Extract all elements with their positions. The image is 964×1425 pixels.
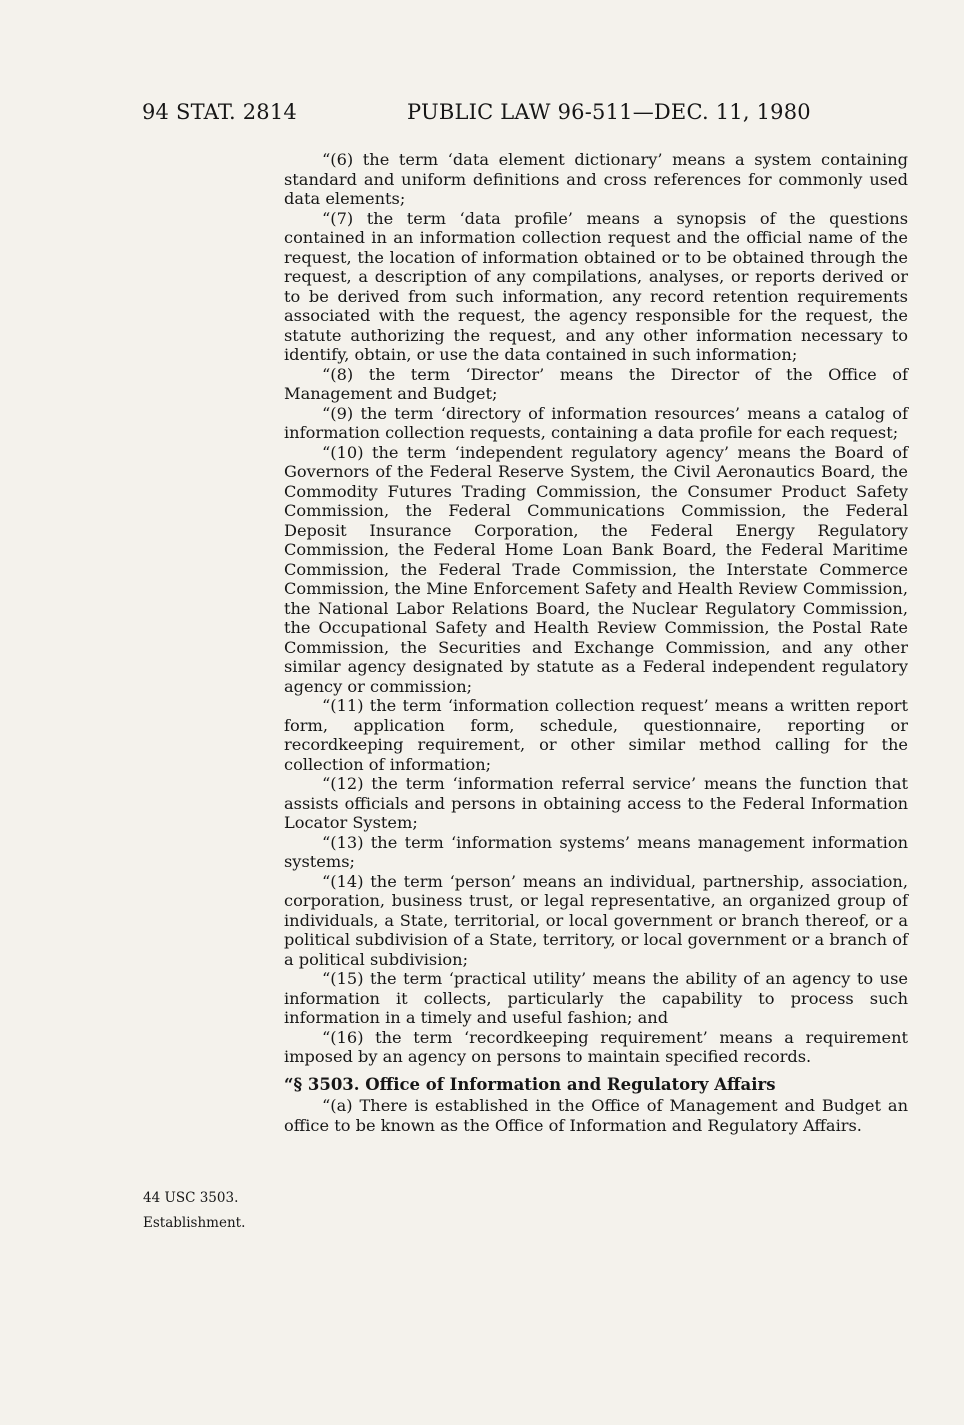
margin-note-establishment: Establishment. — [143, 1215, 246, 1231]
document-body — [284, 150, 908, 1135]
definition-paragraph: “(13) the term ‘information systems’ means management information systems; — [284, 832, 908, 871]
definition-paragraph: “(6) the term ‘data element dictionary’ means a system containing standard and uniform definitions and cross references for commonly used data elements; — [284, 150, 908, 208]
definition-paragraph: “(15) the term ‘practical utility’ means the ability of an agency to use information it collects, particularly the capability to process such information in a timely and useful fashion; and — [284, 969, 908, 1027]
section-paragraph: “(a) There is established in the Office of Management and Budget an office to be known as the Office of Information and Regulatory Affairs. — [284, 1096, 908, 1135]
definition-paragraph: “(10) the term ‘independent regulatory agency’ means the Board of Governors of the Federal Reserve System, the Civil Aeronautics Board, the Commodity Futures Trading Commission, the Consumer Product Safety Commission, the Federal Communications Commission, the Federal Deposit Insurance Corporation, the Federal Energy Regulatory Commission, the Federal Home Loan Bank Board, the Federal Maritime Commission, the Federal Trade Commission, the Interstate Commerce Commission, the Mine Enforcement Safety and Health Review Commission, the National Labor Relations Board, the Nuclear Regulatory Commission, the Occupational Safety and Health Review Commission, the Postal Rate Commission, the Securities and Exchange Commission, and any other similar agency designated by statute as a Federal independent regulatory agency or commission; — [284, 442, 908, 696]
statute-page-number: 94 STAT. 2814 — [142, 100, 297, 124]
running-head: PUBLIC LAW 96-511—DEC. 11, 1980 — [407, 100, 811, 124]
margin-citation: 44 USC 3503. — [143, 1190, 239, 1206]
definition-paragraph: “(12) the term ‘information referral service’ means the function that assists officials and persons in obtaining access to the Federal Information Locator System; — [284, 774, 908, 832]
definition-paragraph: “(14) the term ‘person’ means an individual, partnership, association, corporation, business trust, or legal representative, an organized group of individuals, a State, territorial, or local government or branch thereof, or a political subdivision of a State, territory, or local government or a branch of a political subdivision; — [284, 871, 908, 969]
definition-paragraph: “(8) the term ‘Director’ means the Director of the Office of Management and Budget; — [284, 364, 908, 403]
definition-paragraph: “(11) the term ‘information collection request’ means a written report form, application form, schedule, questionnaire, reporting or recordkeeping requirement, or other similar method calling for the collection of information; — [284, 696, 908, 774]
section-heading: “§ 3503. Office of Information and Regulatory Affairs — [284, 1074, 776, 1094]
definition-paragraph: “(7) the term ‘data profile’ means a synopsis of the questions contained in an information collection request and the official name of the request, the location of information obtained or to be obtained through the request, a description of any compilations, analyses, or reports derived or to be derived from such information, any record retention requirements associated with the request, the agency responsible for the request, the statute authorizing the request, and any other information necessary to identify, obtain, or use the data contained in such information; — [284, 208, 908, 364]
definition-paragraph: “(16) the term ‘recordkeeping requirement’ means a requirement imposed by an agency on persons to maintain specified records. — [284, 1027, 908, 1066]
definition-paragraph: “(9) the term ‘directory of information resources’ means a catalog of information collection requests, containing a data profile for each request; — [284, 403, 908, 442]
